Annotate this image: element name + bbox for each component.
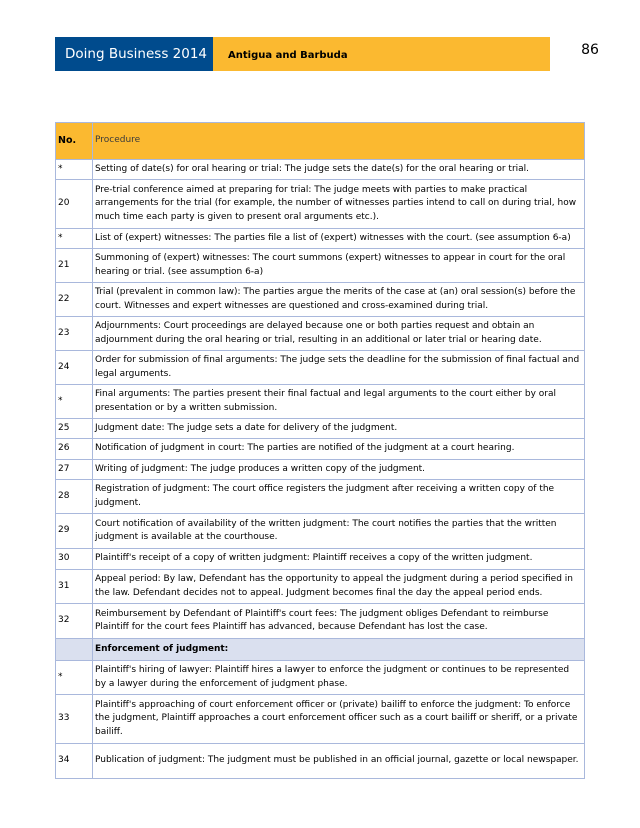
page-header-band bbox=[55, 37, 550, 71]
table-row bbox=[56, 549, 585, 570]
table-row bbox=[56, 661, 585, 695]
section-title: Enforcement of judgment: bbox=[93, 639, 585, 661]
section-header-row bbox=[56, 639, 585, 661]
table-row bbox=[56, 604, 585, 639]
table-row bbox=[56, 385, 585, 419]
row-procedure: Trial (prevalent in common law): The parties argue the merits of the case at (an) oral session(s) before the court. Witnesses and expert witnesses are questioned and cross-examined during trial. bbox=[93, 283, 585, 317]
country-title: Antigua and Barbuda bbox=[213, 37, 550, 71]
row-number: 24 bbox=[56, 351, 93, 385]
table-row bbox=[56, 744, 585, 779]
table-row bbox=[56, 249, 585, 283]
row-number: * bbox=[56, 229, 93, 249]
procedures-table bbox=[55, 122, 585, 779]
row-number: 25 bbox=[56, 419, 93, 439]
table-row bbox=[56, 514, 585, 549]
table-header-row bbox=[56, 123, 585, 160]
row-number: 20 bbox=[56, 180, 93, 229]
column-header-no: No. bbox=[56, 123, 93, 160]
row-number: 31 bbox=[56, 570, 93, 604]
row-procedure: Notification of judgment in court: The parties are notified of the judgment at a court hearing. bbox=[93, 439, 585, 460]
row-procedure: Summoning of (expert) witnesses: The court summons (expert) witnesses to appear in court for the oral hearing or trial. (see assumption 6-a) bbox=[93, 249, 585, 283]
row-number: 28 bbox=[56, 480, 93, 514]
row-procedure: List of (expert) witnesses: The parties file a list of (expert) witnesses with the court. (see assumption 6-a) bbox=[93, 229, 585, 249]
row-procedure: Registration of judgment: The court office registers the judgment after receiving a written copy of the judgment. bbox=[93, 480, 585, 514]
publication-title: Doing Business 2014 bbox=[55, 37, 213, 71]
table-row bbox=[56, 439, 585, 460]
section-number-cell bbox=[56, 639, 93, 661]
row-number: 22 bbox=[56, 283, 93, 317]
row-number: * bbox=[56, 385, 93, 419]
table-row bbox=[56, 695, 585, 744]
row-number: 30 bbox=[56, 549, 93, 570]
row-procedure: Court notification of availability of the written judgment: The court notifies the parties that the written judgment is available at the courthouse. bbox=[93, 514, 585, 549]
row-number: * bbox=[56, 160, 93, 180]
row-procedure: Appeal period: By law, Defendant has the opportunity to appeal the judgment during a period specified in the law. Defendant decides not to appeal. Judgment becomes final the day the appeal period ends. bbox=[93, 570, 585, 604]
row-procedure: Plaintiff's receipt of a copy of written judgment: Plaintiff receives a copy of the written judgment. bbox=[93, 549, 585, 570]
column-header-procedure: Procedure bbox=[93, 123, 585, 160]
row-number: * bbox=[56, 661, 93, 695]
row-procedure: Reimbursement by Defendant of Plaintiff's court fees: The judgment obliges Defendant to reimburse Plaintiff for the court fees Plaintiff has advanced, because Defendant has lost the case. bbox=[93, 604, 585, 639]
row-number: 32 bbox=[56, 604, 93, 639]
row-number: 34 bbox=[56, 744, 93, 779]
table-row bbox=[56, 180, 585, 229]
table-row bbox=[56, 460, 585, 480]
page-number: 86 bbox=[581, 42, 599, 58]
row-number: 33 bbox=[56, 695, 93, 744]
table-row bbox=[56, 480, 585, 514]
row-procedure: Writing of judgment: The judge produces a written copy of the judgment. bbox=[93, 460, 585, 480]
row-procedure: Setting of date(s) for oral hearing or trial: The judge sets the date(s) for the oral hearing or trial. bbox=[93, 160, 585, 180]
table-row bbox=[56, 317, 585, 351]
table-row bbox=[56, 351, 585, 385]
table-row bbox=[56, 283, 585, 317]
row-procedure: Publication of judgment: The judgment must be published in an official journal, gazette or local newspaper. bbox=[93, 744, 585, 779]
row-procedure: Final arguments: The parties present their final factual and legal arguments to the court either by oral presentation or by a written submission. bbox=[93, 385, 585, 419]
row-procedure: Order for submission of final arguments: The judge sets the deadline for the submission of final factual and legal arguments. bbox=[93, 351, 585, 385]
row-number: 26 bbox=[56, 439, 93, 460]
table-row bbox=[56, 160, 585, 180]
row-procedure: Plaintiff's hiring of lawyer: Plaintiff hires a lawyer to enforce the judgment or continues to be represented by a lawyer during the enforcement of judgment phase. bbox=[93, 661, 585, 695]
row-procedure: Pre-trial conference aimed at preparing for trial: The judge meets with parties to make practical arrangements for the trial (for example, the number of witnesses parties intend to call on during trial, how much time each party is given to present oral arguments etc.). bbox=[93, 180, 585, 229]
row-procedure: Plaintiff's approaching of court enforcement officer or (private) bailiff to enforce the judgment: To enforce the judgment, Plaintiff approaches a court enforcement officer such as a court bailiff or sheriff, or a private bailiff. bbox=[93, 695, 585, 744]
table-row bbox=[56, 419, 585, 439]
row-procedure: Judgment date: The judge sets a date for delivery of the judgment. bbox=[93, 419, 585, 439]
row-procedure: Adjournments: Court proceedings are delayed because one or both parties request and obtain an adjournment during the oral hearing or trial, resulting in an additional or later trial or hearing date. bbox=[93, 317, 585, 351]
row-number: 21 bbox=[56, 249, 93, 283]
table-row bbox=[56, 229, 585, 249]
row-number: 23 bbox=[56, 317, 93, 351]
row-number: 27 bbox=[56, 460, 93, 480]
row-number: 29 bbox=[56, 514, 93, 549]
table-row bbox=[56, 570, 585, 604]
